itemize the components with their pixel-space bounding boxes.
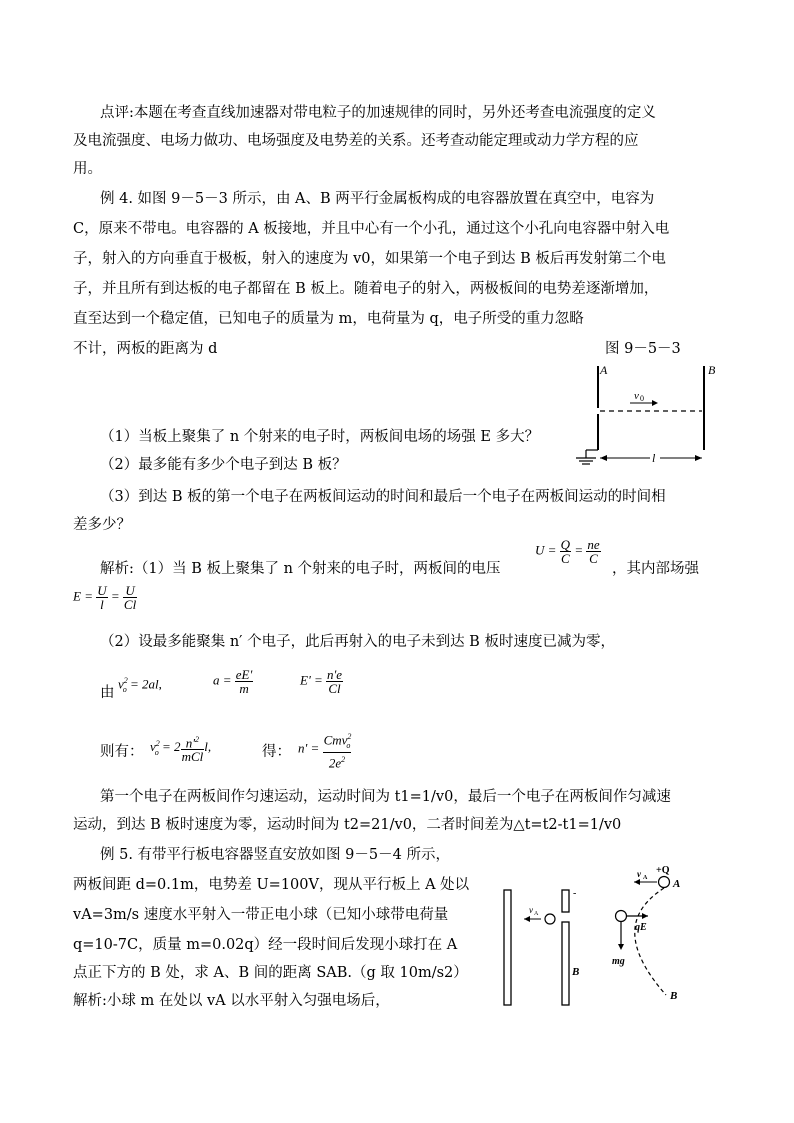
figure-953-caption: 图 9－5－3 <box>605 341 681 357</box>
example5-line-4: q=10-7C，质量 m=0.02q）经一段时间后发现小球打在 A <box>73 937 458 953</box>
you-label: 由 <box>100 685 115 701</box>
formula-voltage: U = $\frac{Q}{C}$ = $\frac{ne}{C}$ <box>535 537 600 566</box>
formula-n-prime: n' = $\frac{Cmv^2_o}{2e^2}$ <box>298 732 352 771</box>
figure-954-label-b2: B <box>670 990 678 1002</box>
formula-kinematics: $v^2_o = 2al$, <box>118 676 162 694</box>
question-1: （1）当板上聚集了 n 个射来的电子时，两板间电场的场强 E 多大？ <box>100 429 540 445</box>
example4-line-1: 例 4. 如图 9－5－3 所示，由 A、B 两平行金属板构成的电容器放置在真空中，电容为 <box>100 191 655 207</box>
figure-953-label-v0: v <box>634 390 639 402</box>
figure-954-label-qe: qE <box>635 922 647 933</box>
example5-line-6: 解析:小球 m 在处以 vA 以水平射入匀强电场后， <box>73 993 390 1009</box>
example5-line-3: vA=3m/s 速度水平射入一带正电小球（已知小球带电荷量 <box>73 907 449 923</box>
formula-field: E = $\frac{U}{l}$ = $\frac{U}{Cl}$ <box>73 583 137 612</box>
example4-line-4: 子，并且所有到达板的电子都留在 B 板上。随着电子的射入，两极板间的电势差逐渐增加， <box>73 281 659 297</box>
review-line-3: 用。 <box>73 161 102 177</box>
figure-954-label-q: +Q <box>656 865 670 876</box>
example5-line-2: 两板间距 d=0.1m，电势差 U=100V，现从平行板上 A 处以 <box>73 877 470 893</box>
figure-953 <box>570 358 720 468</box>
question-3-line-1: （3）到达 B 板的第一个电子在两板间运动的时间和最后一个电子在两板间运动的时间相 <box>100 489 666 505</box>
figure-954-label-b1: B <box>572 966 580 978</box>
solution-1-tail: ，其内部场强 <box>612 561 699 577</box>
figure-953-label-l: l <box>652 451 656 465</box>
zeyou-label: 则有： <box>100 744 144 760</box>
formula-field-prime: E' = $\frac{n'e}{Cl}$ <box>300 667 343 696</box>
example4-line-3: 子，射入的方向垂直于极板，射入的速度为 v0，如果第一个电子到达 B 板后再发射第二个电 <box>73 251 666 267</box>
solution-1-line: 解析:（1）当 B 板上聚集了 n 个射来的电子时，两板间的电压 <box>100 561 501 577</box>
figure-954-label-va1: v <box>529 905 533 915</box>
question-2: （2）最多能有多少个电子到达 B 板？ <box>100 457 347 473</box>
figure-954-label-va2-sub: A <box>643 875 648 881</box>
figure-954 <box>488 860 703 1010</box>
solution-2-line: （2）设最多能聚集 n′ 个电子，此后再射入的电子未到达 B 板时速度已减为零， <box>100 634 615 650</box>
example5-line-5: 点正下方的 B 处，求 A、B 间的距离 SAB.（g 取 10m/s2） <box>73 965 468 981</box>
formula-acceleration: a = $\frac{eE'}{m}$ <box>213 667 253 696</box>
de-label: 得： <box>262 744 291 760</box>
solution-3-line-2: 运动，到达 B 板时速度为零，运动时间为 t2=21/v0，二者时间差为△t=t2-t1=1/v0 <box>73 817 622 833</box>
solution-3-line-1: 第一个电子在两板间作匀速运动，运动时间为 t1=1/v0，最后一个电子在两板间作匀减速 <box>100 789 671 805</box>
formula-velocity-relation: $v^2_o = 2$ $\frac{n'^2}{\text{mCl}}$ l, <box>150 735 212 765</box>
figure-953-label-a: A <box>600 363 608 377</box>
figure-953-label-b: B <box>708 363 716 377</box>
figure-954-label-minus: - <box>573 888 577 899</box>
figure-953-label-v0-sub: 0 <box>640 394 644 403</box>
example4-line-5: 直至达到一个稳定值，已知电子的质量为 m，电荷量为 q，电子所受的重力忽略 <box>73 311 584 327</box>
figure-954-label-va2: v <box>637 869 641 879</box>
review-line-2: 及电流强度、电场力做功、电场强度及电势差的关系。还考查动能定理或动力学方程的应 <box>73 133 639 149</box>
figure-954-label-mg: mg <box>612 956 625 967</box>
example5-line-1: 例 5. 有带平行板电容器竖直安放如图 9－5－4 所示， <box>100 847 450 863</box>
figure-954-label-a: A <box>673 878 681 890</box>
review-line-1: 点评:本题在考查直线加速器对带电粒子的加速规律的同时，另外还考查电流强度的定义 <box>100 105 656 121</box>
figure-954-label-va1-sub: A <box>534 911 539 917</box>
question-3-line-2: 差多少？ <box>73 517 131 533</box>
example4-line-2: C，原来不带电。电容器的 A 板接地，并且中心有一个小孔，通过这个小孔向电容器中射入电 <box>73 221 670 237</box>
example4-line-6: 不计，两板的距离为 d <box>73 341 218 357</box>
